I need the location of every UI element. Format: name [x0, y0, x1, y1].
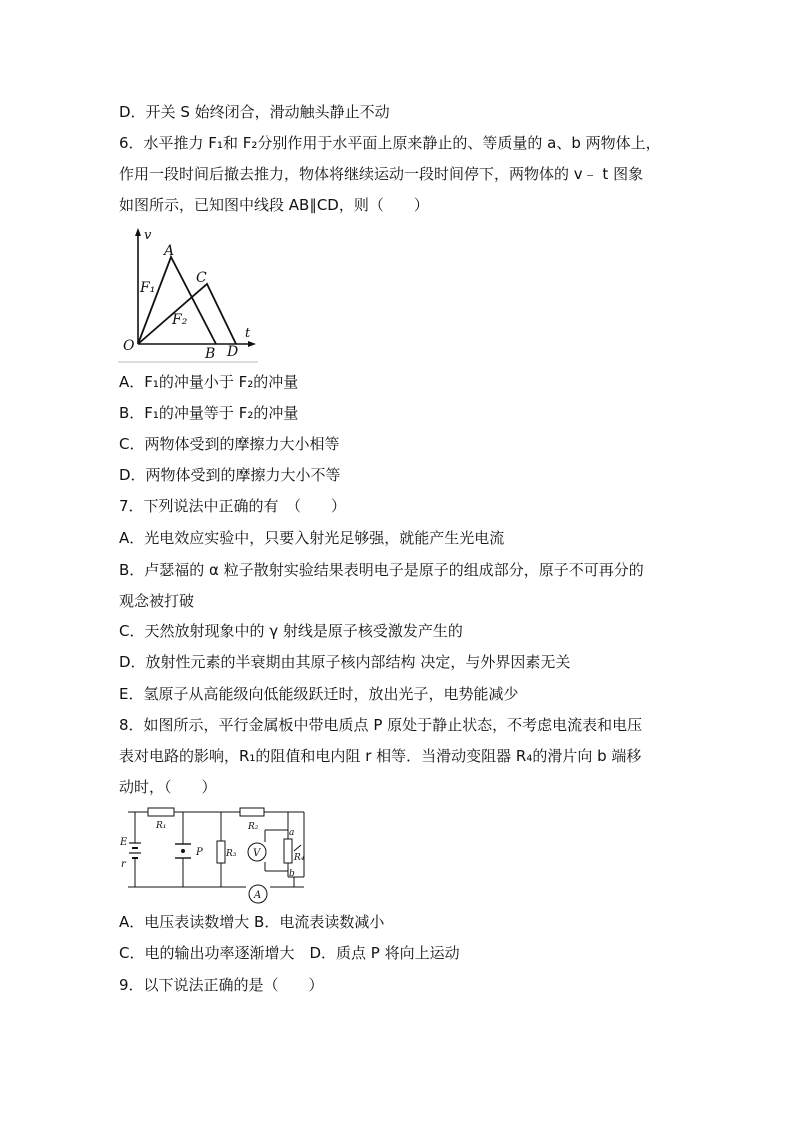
- label-r4: R₄: [294, 853, 305, 863]
- f1-label: F₁: [140, 280, 156, 296]
- r1-resistor: [148, 808, 174, 816]
- q7-option-c: C．天然放射现象中的 γ 射线是原子核受激发产生的: [119, 622, 463, 640]
- q6-option-d: D．两物体受到的摩擦力大小不等: [119, 466, 341, 484]
- label-e: E: [120, 837, 128, 848]
- point-c-label: C: [196, 270, 207, 286]
- label-r1: R₁: [156, 821, 167, 831]
- q6-stem-line-3: 如图所示，已知图中线段 AB∥CD，则（ ）: [119, 196, 429, 214]
- t-axis-label: t: [245, 326, 251, 341]
- r2-resistor: [240, 808, 264, 816]
- q6-option-b: B．F₁的冲量等于 F₂的冲量: [119, 404, 299, 422]
- q8-stem-line-2: 表对电路的影响，R₁的阻值和电内阻 r 相等．当滑动变阻器 R₄的滑片向 b 端移: [119, 747, 642, 765]
- origin-label: O: [123, 338, 135, 354]
- q5-option-d: D．开关 S 始终闭合，滑动触头静止不动: [119, 103, 390, 121]
- q7-option-b-line-2: 观念被打破: [119, 592, 195, 610]
- q7-option-a: A．光电效应实验中，只要入射光足够强，就能产生光电流: [119, 529, 505, 547]
- label-r: r: [121, 859, 126, 870]
- label-a-terminal: a: [289, 828, 295, 838]
- q6-stem-line-2: 作用一段时间后撤去推力，物体将继续运动一段时间停下，两物体的 v﹣ t 图象: [119, 165, 644, 183]
- point-a-label: A: [164, 243, 175, 259]
- q8-options-cd: C．电的输出功率逐渐增大 D．质点 P 将向上运动: [119, 944, 460, 962]
- point-b-label: B: [205, 346, 216, 362]
- point-d-label: D: [227, 344, 239, 360]
- f2-label: F₂: [172, 312, 188, 328]
- q6-option-c: C．两物体受到的摩擦力大小相等: [119, 435, 340, 453]
- q7-option-d: D．放射性元素的半衰期由其原子核内部结构 决定，与外界因素无关: [119, 653, 571, 671]
- q8-stem-line-1: 8．如图所示，平行金属板中带电质点 P 原处于静止状态，不考虑电流表和电压: [119, 716, 643, 734]
- battery-symbol: [129, 843, 141, 858]
- q7-option-e: E．氢原子从高能级向低能级跃迁时，放出光子，电势能减少: [119, 685, 519, 703]
- v-axis-label: v: [144, 228, 152, 243]
- q7-option-b-line-1: B．卢瑟福的 α 粒子散射实验结果表明电子是原子的组成部分，原子不可再分的: [119, 561, 644, 579]
- capacitor-plates: [175, 812, 191, 887]
- label-voltmeter: V: [253, 848, 261, 859]
- q6-stem-line-1: 6．水平推力 F₁和 F₂分别作用于水平面上原来静止的、等质量的 a、b 两物体上，: [119, 134, 661, 152]
- q6-option-a: A．F₁的冲量小于 F₂的冲量: [119, 373, 299, 391]
- q9-stem: 9．以下说法正确的是（ ）: [119, 976, 324, 994]
- r4-resistor: [284, 839, 292, 863]
- label-p: P: [196, 847, 203, 858]
- q7-stem: 7．下列说法中正确的有 （ ）: [119, 497, 347, 515]
- q8-options-ab: A．电压表读数增大 B．电流表读数减小: [119, 913, 385, 931]
- label-r2: R₂: [248, 822, 259, 832]
- label-b-terminal: b: [289, 869, 295, 879]
- circuit-diagram: [118, 805, 310, 907]
- vt-graph-figure: [118, 226, 260, 364]
- label-r3: R₃: [226, 849, 237, 859]
- r3-resistor: [217, 841, 225, 863]
- label-ammeter: A: [254, 890, 262, 901]
- q8-stem-line-3: 动时，（ ）: [119, 778, 217, 796]
